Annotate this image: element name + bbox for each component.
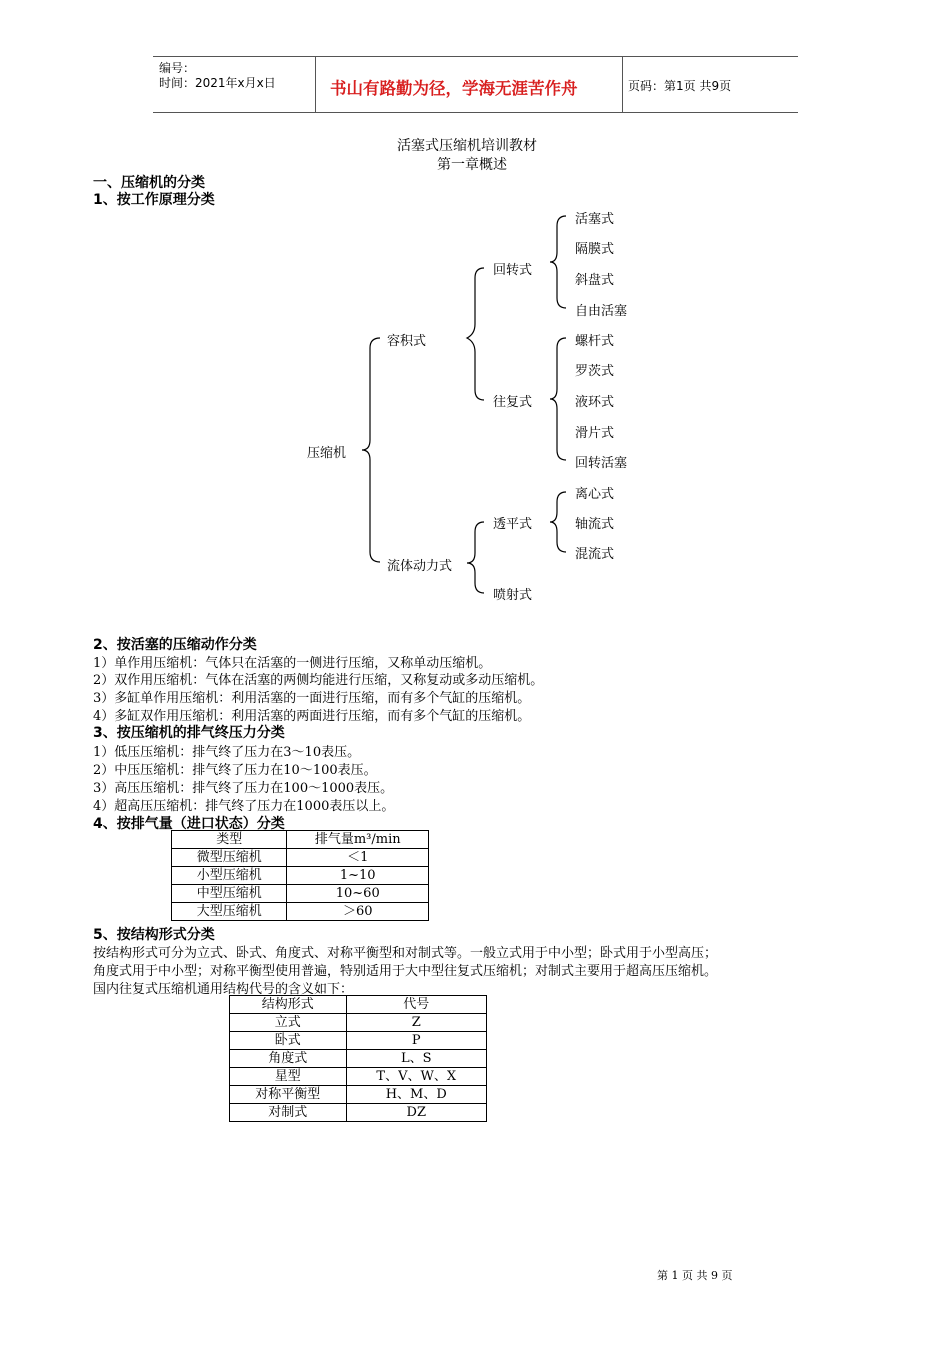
table-row bbox=[172, 903, 429, 921]
section-3-line: 3）高压压缩机：排气终了压力在100～1000表压。 bbox=[93, 781, 394, 796]
chapter-title: 第一章概述 bbox=[437, 157, 507, 173]
table-cell: T、V、W、X bbox=[346, 1068, 486, 1086]
number-label: 编号： bbox=[159, 61, 196, 75]
section-2-line: 4）多缸双作用压缩机：利用活塞的两面进行压缩，而有多个气缸的压缩机。 bbox=[93, 709, 531, 724]
table-cell: DZ bbox=[346, 1104, 486, 1122]
brace-group1 bbox=[550, 216, 566, 308]
tree-leaf: 隔膜式 bbox=[575, 242, 615, 257]
brace-root bbox=[362, 338, 380, 562]
table-header-cell: 类型 bbox=[172, 831, 287, 849]
section-5-line: 按结构形式可分为立式、卧式、角度式、对称平衡型和对制式等。一般立式用于中小型；卧式用于小型高压； bbox=[93, 946, 718, 961]
table-cell: 小型压缩机 bbox=[172, 867, 287, 885]
table-row bbox=[230, 1014, 487, 1032]
table-header-cell: 结构形式 bbox=[230, 996, 347, 1014]
tree-leaf: 轴流式 bbox=[575, 517, 615, 532]
table-cell: L、S bbox=[346, 1050, 486, 1068]
table-cell: 角度式 bbox=[230, 1050, 347, 1068]
section-3-line: 2）中压压缩机：排气终了压力在10～100表压。 bbox=[93, 763, 377, 778]
table-cell: 卧式 bbox=[230, 1032, 347, 1050]
tree-leaf: 离心式 bbox=[575, 487, 615, 502]
table-row bbox=[230, 1032, 487, 1050]
tree-volumetric: 容积式 bbox=[387, 334, 427, 349]
table-cell: 星型 bbox=[230, 1068, 347, 1086]
table-row bbox=[172, 867, 429, 885]
tree-jet: 喷射式 bbox=[493, 588, 533, 603]
page-footer: 第 1 页 共 9 页 bbox=[657, 1269, 733, 1282]
table-cell: 对制式 bbox=[230, 1104, 347, 1122]
table-cell: Z bbox=[346, 1014, 486, 1032]
tree-fluid: 流体动力式 bbox=[387, 559, 453, 574]
doc-title: 活塞式压缩机培训教材 bbox=[397, 138, 537, 154]
section-3-title: 3、按压缩机的排气终压力分类 bbox=[93, 725, 285, 741]
page-label: 页码：第1页 共9页 bbox=[628, 79, 732, 93]
section-3-line: 1）低压压缩机：排气终了压力在3～10表压。 bbox=[93, 745, 361, 760]
section-2-line: 1）单作用压缩机：气体只在活塞的一侧进行压缩，又称单动压缩机。 bbox=[93, 656, 492, 671]
section-2-line: 3）多缸单作用压缩机：利用活塞的一面进行压缩，而有多个气缸的压缩机。 bbox=[93, 691, 531, 706]
time-label: 时间：2021年x月x日 bbox=[159, 76, 276, 90]
section-5-title: 5、按结构形式分类 bbox=[93, 927, 215, 943]
subsection-1-title: 1、按工作原理分类 bbox=[93, 192, 215, 208]
table-cell: 立式 bbox=[230, 1014, 347, 1032]
table-row bbox=[230, 1050, 487, 1068]
table-cell: 10~60 bbox=[287, 885, 429, 903]
tree-leaf: 自由活塞 bbox=[575, 304, 628, 319]
table-cell: 1~10 bbox=[287, 867, 429, 885]
section-5-line: 角度式用于中小型；对称平衡型使用普遍，特别适用于大中型往复式压缩机；对制式主要用于超高压压缩机。 bbox=[93, 964, 718, 979]
structure-code-table bbox=[229, 995, 487, 1122]
table-header-cell: 代号 bbox=[346, 996, 486, 1014]
tree-leaf: 滑片式 bbox=[575, 426, 615, 441]
brace-fluid bbox=[467, 522, 484, 593]
brace-group3 bbox=[550, 492, 566, 552]
tree-leaf: 液环式 bbox=[575, 395, 615, 410]
tree-leaf: 螺杆式 bbox=[575, 334, 615, 349]
tree-leaf: 罗茨式 bbox=[575, 364, 615, 379]
table-row bbox=[172, 831, 429, 849]
table-cell: 大型压缩机 bbox=[172, 903, 287, 921]
table-cell: ＞60 bbox=[287, 903, 429, 921]
brace-group2 bbox=[550, 338, 566, 460]
tree-leaf: 回转活塞 bbox=[575, 456, 628, 471]
tree-leaf: 斜盘式 bbox=[575, 273, 615, 288]
tree-root: 压缩机 bbox=[307, 446, 347, 461]
section-2-title: 2、按活塞的压缩动作分类 bbox=[93, 637, 257, 653]
table-row bbox=[172, 885, 429, 903]
tree-reciprocating: 往复式 bbox=[493, 395, 533, 410]
table-row bbox=[230, 1104, 487, 1122]
table-header-cell: 排气量m³/min bbox=[287, 831, 429, 849]
section-5-line: 国内往复式压缩机通用结构代号的含义如下： bbox=[93, 982, 354, 997]
section-3-line: 4）超高压压缩机：排气终了压力在1000表压以上。 bbox=[93, 799, 395, 814]
table-cell: 中型压缩机 bbox=[172, 885, 287, 903]
table-row bbox=[230, 1086, 487, 1104]
table-cell: ＜1 bbox=[287, 849, 429, 867]
table-cell: 微型压缩机 bbox=[172, 849, 287, 867]
table-cell: P bbox=[346, 1032, 486, 1050]
tree-turbine: 透平式 bbox=[493, 517, 533, 532]
section-2-line: 2）双作用压缩机：气体在活塞的两侧均能进行压缩，又称复动或多动压缩机。 bbox=[93, 673, 544, 688]
section-1-title: 一、压缩机的分类 bbox=[93, 175, 205, 191]
brace-volumetric bbox=[467, 268, 484, 400]
tree-leaf: 混流式 bbox=[575, 547, 615, 562]
table-cell: 对称平衡型 bbox=[230, 1086, 347, 1104]
table-row bbox=[172, 849, 429, 867]
tree-rotary: 回转式 bbox=[493, 263, 533, 278]
table-row bbox=[230, 1068, 487, 1086]
displacement-table bbox=[171, 830, 429, 921]
section-4-title: 4、按排气量（进口状态）分类 bbox=[93, 816, 285, 832]
table-row bbox=[230, 996, 487, 1014]
header-slogan: 书山有路勤为径，学海无涯苦作舟 bbox=[330, 79, 578, 98]
tree-leaf: 活塞式 bbox=[575, 212, 615, 227]
table-cell: H、M、D bbox=[346, 1086, 486, 1104]
